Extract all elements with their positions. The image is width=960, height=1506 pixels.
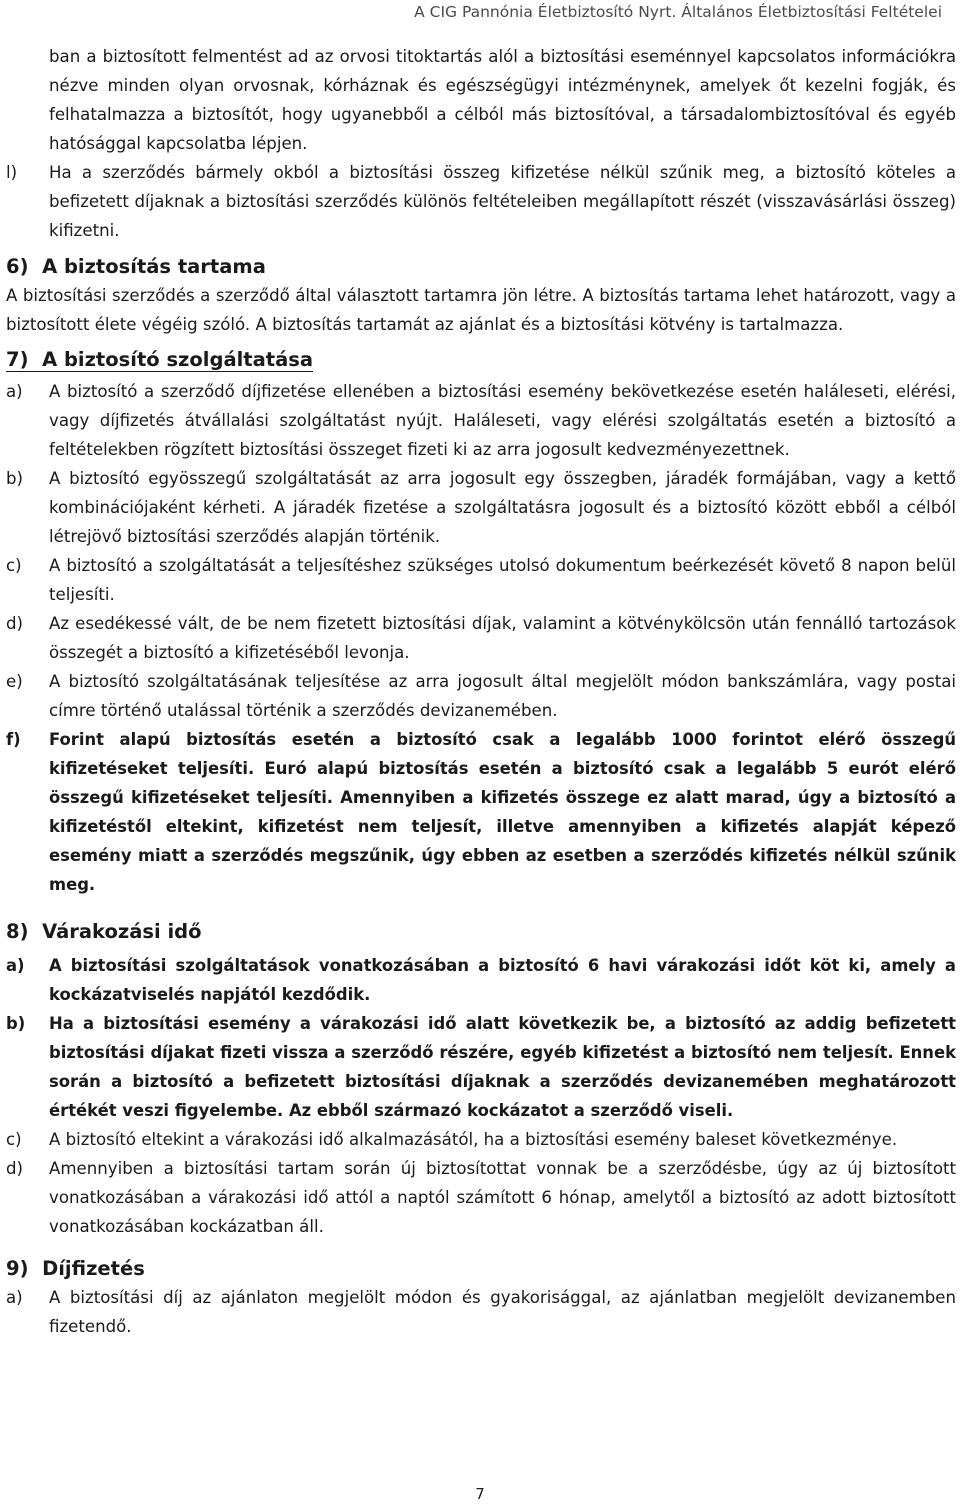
section-title: A biztosítás tartama [42,255,266,278]
list-item-8d [6,1154,956,1241]
list-item-text: Ha a biztosítási esemény a várakozási idő alatt következik be, a biztosító az addig befizetett biztosítási díjakat fizeti vissza a szerződő részére, egyéb kifizetést a biztosító nem teljesít. Ennek során a biztosító a befizetett biztosítási díjaknak a szerződés devizanemében meghatározott értékét veszi figyelembe. Az ebből származó kockázatot a szerződő viseli. [49,1014,956,1120]
section-8-heading [6,918,956,951]
list-item-9a [6,1283,956,1341]
list-marker: c) [6,556,22,575]
section-9-heading [6,1255,956,1283]
list-item-7c [6,551,956,609]
list-item-l [6,158,956,245]
list-item-text: A biztosítási díj az ajánlaton megjelölt módon és gyakorisággal, az ajánlatban megjelölt devizanemben fizetendő. [49,1288,956,1336]
section-title: Várakozási idő [42,920,202,943]
continuation-paragraph: ban a biztosított felmentést ad az orvosi titoktartás alól a biztosítási eseménnyel kapcsolatos információkra nézve minden olyan orvosnak, kórháznak és egészségügyi intézménynek, amelyek őt kezelni fogják, és felhatalmazza a biztosítót, hogy ugyanebből a célból más biztosítóval, a társadalombiztosítóval és egyéb hatósággal kapcsolatba lépjen. [49,47,956,153]
list-marker: l) [6,163,18,182]
list-item-8b [6,1009,956,1125]
list-marker: a) [6,956,25,975]
list-item-text: Az esedékessé vált, de be nem fizetett biztosítási díjak, valamint a kötvénykölcsön után fennálló tartozások összegét a biztosító a kifizetéséből levonja. [49,614,956,662]
list-item-text: A biztosító szolgáltatásának teljesítése az arra jogosult által megjelölt módon bankszámlára, vagy postai címre történő utalással történik a szerződés devizanemében. [49,672,956,720]
list-item-text: A biztosító eltekint a várakozási idő alkalmazásától, ha a biztosítási esemény baleset következménye. [49,1130,898,1149]
list-item-7d [6,609,956,667]
list-marker: a) [6,382,23,401]
running-header: A CIG Pannónia Életbiztosító Nyrt. Általános Életbiztosítási Feltételei [414,3,942,21]
page-number: 7 [475,1485,485,1503]
list-item-text: A biztosító egyösszegű szolgáltatását az arra jogosult egy összegben, járadék formájában, vagy a kettő kombinációjaként kérheti. A járadék fizetése a szolgáltatásra jogosult és a biztosító között ebből a célból létrejövő biztosítási szerződés alapján történik. [49,469,956,546]
list-item-7a [6,377,956,464]
list-item-8a [6,951,956,1009]
list-marker: e) [6,672,23,691]
section-title: Díjfizetés [42,1257,145,1280]
list-item-text: Amennyiben a biztosítási tartam során új biztosítottat vonnak be a szerződésbe, úgy az új biztosított vonatkozásában a várakozási idő attól a naptól számított 6 hónap, amelytől a biztosító az adott biztosított vonatkozásában kockázatban áll. [49,1159,956,1236]
list-item-text: A biztosító a szerződő díjfizetése ellenében a biztosítási esemény bekövetkezése esetén haláleseti, elérési, vagy díjfizetés átvállalási szolgáltatást nyújt. Haláleseti, vagy elérési szolgáltatás esetén a biztosító a feltételekben rögzített biztosítási összeget fizeti ki az arra jogosult kedvezményezettnek. [49,382,956,459]
list-item-7b [6,464,956,551]
section-number: 7) [6,348,29,371]
list-item-7e [6,667,956,725]
list-marker: f) [6,730,21,749]
section-number: 6) [6,255,29,278]
section-number: 8) [6,920,29,943]
document-body [6,42,956,1341]
list-item-8c [6,1125,956,1154]
list-item-7f [6,725,956,899]
list-marker: d) [6,614,24,633]
list-item-text: Forint alapú biztosítás esetén a biztosító csak a legalább 1000 forintot elérő összegű kifizetéseket teljesíti. Euró alapú biztosítás esetén a biztosító csak a legalább 5 eurót elérő összegű kifizetéseket teljesíti. Amennyiben a kifizetés összege ez alatt marad, úgy a biztosító a kifizetéstől eltekint, kifizetést nem teljesít, illetve amennyiben a kifizetés alapját képező esemény miatt a szerződés megszűnik, úgy ebben az esetben a szerződés kifizetés nélkül szűnik meg. [49,730,956,894]
list-marker: b) [6,469,24,488]
list-marker: a) [6,1288,23,1307]
section-6-heading [6,253,956,281]
section-6-paragraph: A biztosítási szerződés a szerződő által választott tartamra jön létre. A biztosítás tartama lehet határozott, vagy a biztosított élete végéig szóló. A biztosítás tartamát az ajánlat és a biztosítási kötvény is tartalmazza. [6,286,956,334]
list-item-text: A biztosítási szolgáltatások vonatkozásában a biztosító 6 havi várakozási időt köt ki, amely a kockázatviselés napjától kezdődik. [49,956,956,1004]
section-number: 9) [6,1257,29,1280]
list-marker: c) [6,1130,22,1149]
list-marker: d) [6,1159,24,1178]
section-7-heading [6,346,956,377]
section-title: A biztosító szolgáltatása [42,348,314,371]
list-item-text: A biztosító a szolgáltatását a teljesítéshez szükséges utolsó dokumentum beérkezését követő 8 napon belül teljesíti. [49,556,956,604]
list-marker: b) [6,1014,26,1033]
list-item-text: Ha a szerződés bármely okból a biztosítási összeg kifizetése nélkül szűnik meg, a biztosító köteles a befizetett díjaknak a biztosítási szerződés különös feltételeiben megállapított részét (visszavásárlási összeg) kifizetni. [49,163,956,240]
